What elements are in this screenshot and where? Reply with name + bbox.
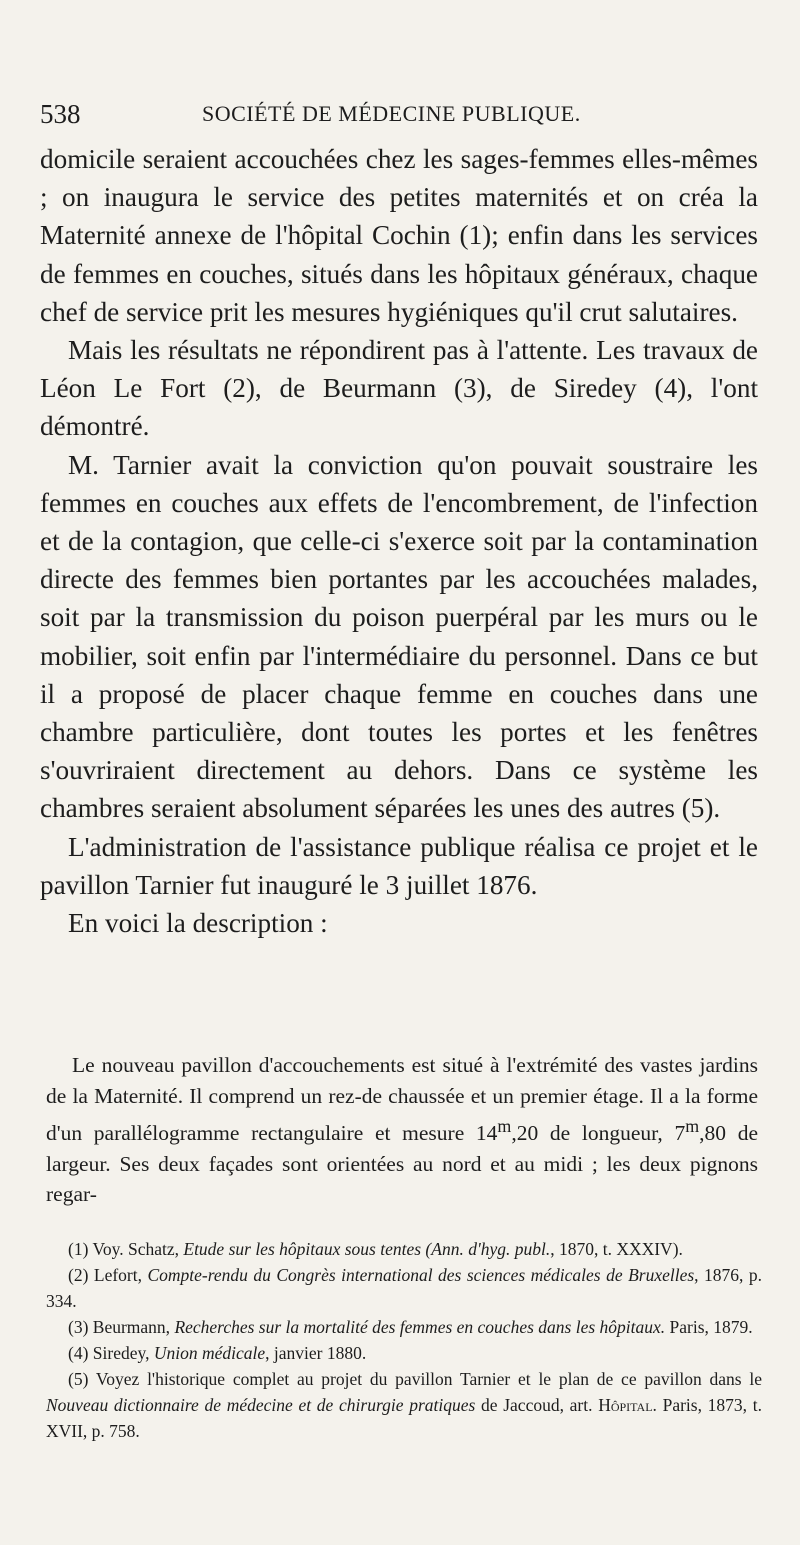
body-paragraph: domicile seraient accouchées chez les sages-femmes elles-mêmes ; on inaugura le service des petites maternités et on créa la Maternité annexe de l'hôpital Cochin (1); enfin dans les services de femmes en couches, situés dans les hôpitaux généraux, chaque chef de service prit les mesures hygiéniques qu'il crut salutaires.	[40, 144, 758, 327]
footnote	[46, 1366, 762, 1444]
description-paragraph	[46, 1050, 758, 1210]
main-text	[40, 140, 758, 942]
footnotes	[46, 1236, 762, 1444]
body-paragraph: Mais les résultats ne répondirent pas à l'attente. Les travaux de Léon Le Fort (2), de Beurmann (3), de Siredey (4), l'ont démontré.	[40, 335, 758, 442]
footnote-text: . Paris, 1873, t. XVII, p. 758.	[46, 1395, 762, 1441]
unit-superscript: m	[497, 1116, 512, 1136]
unit-superscript: m	[685, 1116, 700, 1136]
footnote-text: , 1870, t. XXXIV).	[550, 1239, 683, 1259]
footnote-text: Voy. Schatz,	[92, 1239, 184, 1259]
footnote-title: Recherches sur la mortalité des femmes en couches dans les hôpitaux.	[174, 1317, 666, 1337]
footnote-marker: (1)	[68, 1239, 93, 1259]
footnote-text: Lefort,	[93, 1265, 148, 1285]
footnote-marker: (5)	[68, 1369, 96, 1389]
description-text: ,80 de largeur. Ses deux façades sont orientées au nord et au midi ; les deux pignons regar-	[46, 1121, 758, 1207]
body-paragraph: L'administration de l'assistance publique réalisa ce projet et le pavillon Tarnier fut inauguré le 3 juillet 1876.	[40, 831, 758, 900]
footnote-title: Union médicale	[153, 1343, 266, 1363]
description-block	[46, 1050, 758, 1210]
description-text: Le nouveau pavillon d'accouchements est situé à l'extrémité des vastes jardins de la Maternité. Il comprend un rez-de chaussée et un premier étage. Il a la forme d'un parallélogramme rectangulaire et mesure 14	[46, 1053, 758, 1146]
footnote-text: Siredey,	[92, 1343, 154, 1363]
footnote	[46, 1340, 762, 1366]
page-header	[40, 96, 760, 132]
description-text: ,20 de longueur, 7	[511, 1121, 686, 1146]
footnote	[46, 1236, 762, 1262]
footnote-text: de Jaccoud, art.	[475, 1395, 599, 1415]
page-number: 538	[40, 99, 81, 129]
footnote-text: , 1876, p. 334.	[46, 1265, 763, 1311]
footnote-title: Etude sur les hôpitaux sous tentes (Ann. d'hyg. publ.	[183, 1239, 551, 1259]
footnote-text: Paris, 1879.	[665, 1317, 753, 1337]
footnote-marker: (2)	[68, 1265, 94, 1285]
footnote-marker: (3)	[68, 1317, 93, 1337]
footnote-text: Beurmann,	[92, 1317, 175, 1337]
footnote-smallcaps: Hôpital	[598, 1395, 653, 1415]
footnote-marker: (4)	[68, 1343, 93, 1363]
footnote	[46, 1314, 762, 1340]
footnote-text: Voyez l'historique complet au projet du pavillon Tarnier et le plan de ce pavillon dans le	[95, 1369, 762, 1389]
body-paragraph: M. Tarnier avait la conviction qu'on pouvait soustraire les femmes en couches aux effets de l'encombrement, de l'infection et de la contagion, que celle-ci s'exerce soit par la contamination directe des femmes bien portantes par les accouchées malades, soit par la transmission du poison puerpéral par les murs ou le mobilier, soit enfin par l'intermédiaire du personnel. Dans ce but il a proposé de placer chaque femme en couches dans une chambre particulière, dont toutes les portes et les fenêtres s'ouvriraient directement au dehors. Dans ce système les chambres seraient absolument séparées les unes des autres (5).	[40, 449, 758, 824]
running-head: SOCIÉTÉ DE MÉDECINE PUBLIQUE.	[202, 101, 581, 126]
footnote-text: , janvier 1880.	[265, 1343, 367, 1363]
footnote-title: Nouveau dictionnaire de médecine et de chirurgie pratiques	[46, 1395, 476, 1415]
footnote	[46, 1262, 762, 1314]
footnote-title: Compte-rendu du Congrès international des sciences médicales de Bruxelles	[147, 1265, 695, 1285]
body-paragraph: En voici la description :	[68, 908, 328, 939]
